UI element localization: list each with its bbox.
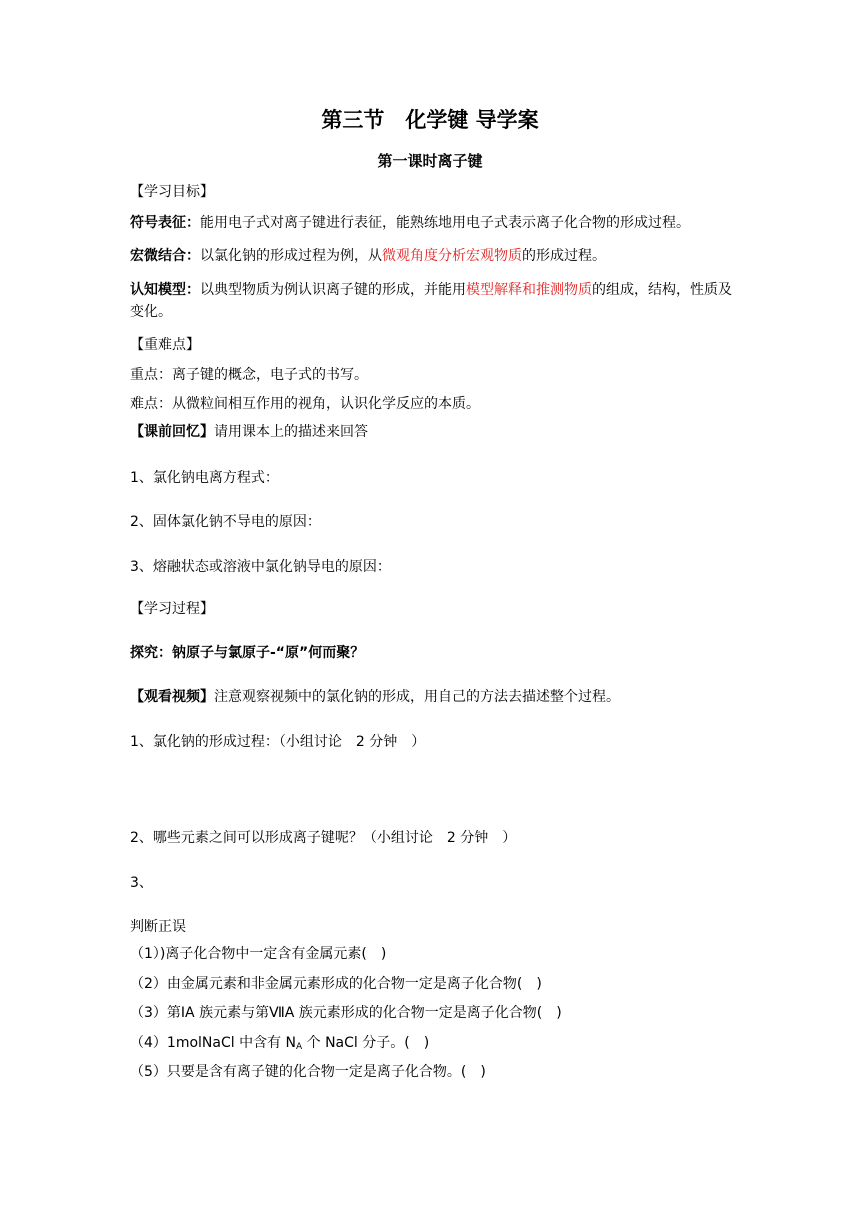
page-subtitle: 第一课时离子键 — [377, 152, 483, 170]
review-question-2: 2、固体氯化钠不导电的原因： — [130, 514, 321, 530]
judge-item-4: （4）1molNaCl 中含有 $N_A$ 个 NaCl 分子。( ) — [130, 1035, 430, 1052]
goal-label: 认知模型 — [130, 282, 186, 298]
goals-heading: 【学习目标】 — [130, 184, 214, 200]
judge-item-3: （3）第ⅠA 族元素与第ⅦA 族元素形成的化合物一定是离子化合物( ) — [130, 1005, 562, 1021]
goal-highlight: 模型解释和推测物质 — [466, 282, 592, 298]
explore-heading: 探究：钠原子与氯原子-“原”何而聚？ — [130, 645, 365, 661]
process-heading: 【学习过程】 — [130, 601, 214, 617]
process-question-1: 1、氯化钠的形成过程：（小组讨论 2 分钟 ） — [130, 734, 426, 750]
key-heading: 【重难点】 — [130, 337, 200, 353]
goal-label: 宏微结合 — [130, 248, 186, 264]
video-line — [130, 686, 736, 708]
judge-item-1: （1）)离子化合物中一定含有金属元素( ) — [130, 946, 387, 962]
judge-item-5: （5）只要是含有离子键的化合物一定是离子化合物。( ) — [130, 1064, 486, 1080]
process-question-3: 3、 — [130, 875, 153, 891]
review-question-1: 1、氯化钠电离方程式： — [130, 470, 279, 486]
goal-item-macro-micro: 宏微结合：以氯化钠的形成过程为例，从微观角度分析宏观物质的形成过程。 — [130, 248, 606, 264]
process-question-2: 2、哪些元素之间可以形成离子键呢？（小组讨论 2 分钟 ） — [130, 830, 517, 846]
review-instruction: 请用课本上的描述来回答 — [214, 424, 368, 440]
goal-label: 符号表征 — [130, 215, 186, 231]
goal-text: 能用电子式对离子键进行表征，能熟练地用电子式表示离子化合物的形成过程。 — [200, 215, 690, 231]
judge-item-2: （2）由金属元素和非金属元素形成的化合物一定是离子化合物( ) — [130, 976, 542, 992]
review-question-3: 3、熔融状态或溶液中氯化钠导电的原因： — [130, 559, 391, 575]
video-heading: 【观看视频】 — [130, 689, 214, 705]
review-line — [130, 421, 736, 443]
page-title: 第三节 化学键 导学案 — [321, 108, 539, 132]
goal-item-symbol: 符号表征：能用电子式对离子键进行表征，能熟练地用电子式表示离子化合物的形成过程。 — [130, 215, 690, 231]
key-difficulty: 难点：从微粒间相互作用的视角，认识化学反应的本质。 — [130, 396, 480, 412]
review-heading: 【课前回忆】 — [130, 424, 214, 440]
goal-highlight: 微观角度分析宏观物质 — [382, 248, 522, 264]
judge-heading: 判断正误 — [130, 919, 186, 935]
key-focus: 重点：离子键的概念，电子式的书写。 — [130, 367, 368, 383]
goal-item-cognitive-model: 认知模型：以典型物质为例认识离子键的形成，并能用模型解释和推测物质的组成，结构，性质及变化。 — [130, 282, 732, 320]
subscript-a: A — [296, 1042, 303, 1052]
video-text: 注意观察视频中的氯化钠的形成，用自己的方法去描述整个过程。 — [214, 689, 620, 705]
